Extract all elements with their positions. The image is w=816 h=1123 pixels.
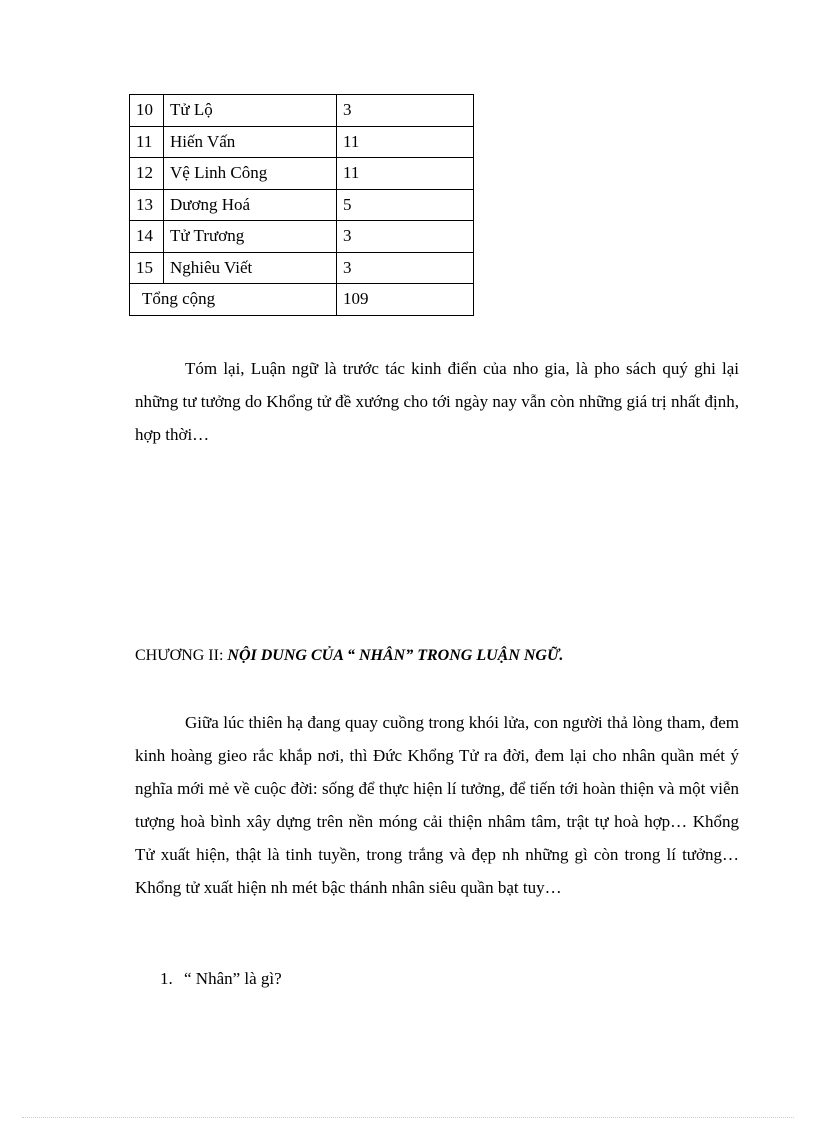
list-item <box>160 969 282 989</box>
total-label: Tổng cộng <box>130 284 337 316</box>
chapter-heading <box>135 647 563 665</box>
table-row <box>130 221 474 253</box>
body-paragraph: Giữa lúc thiên hạ đang quay cuồng trong khói lửa, con người thả lòng tham, đem kinh hoàng gieo rắc khắp nơi, thì Đức Khổng Tử ra đời, đem lại cho nhân quần mét ý nghĩa mới mẻ về cuộc đời: sống để thực hiện lí tưởng, để tiến tới hoàn thiện và một viễn tượng hoà bình xây dựng trên nền móng cải thiện nhâm tâm, trật tự hoà hợp… Khổng Tử xuất hiện, thật là tinh tuyền, trong trắng và đẹp nh những gì còn trong lí tưởng… Khổng tử xuất hiện nh mét bậc thánh nhân siêu quần bạt tuy… <box>135 713 739 897</box>
row-name: Nghiêu Viết <box>164 252 337 284</box>
row-number: 13 <box>130 189 164 221</box>
row-count: 5 <box>337 189 474 221</box>
chapter-prefix: CHƯƠNG II: <box>135 647 228 664</box>
row-number: 12 <box>130 158 164 190</box>
summary-paragraph: Tóm lại, Luận ngữ là trước tác kinh điển của nho gia, là pho sách quý ghi lại những tư tưởng do Khổng tử đề xướng cho tới ngày nay vẫn còn những giá trị nhất định, hợp thời… <box>135 359 739 444</box>
table-row <box>130 158 474 190</box>
row-number: 15 <box>130 252 164 284</box>
row-name: Dương Hoá <box>164 189 337 221</box>
list-item-text: “ Nhân” là gì? <box>184 969 282 988</box>
row-count: 11 <box>337 158 474 190</box>
total-row <box>130 284 474 316</box>
row-number: 14 <box>130 221 164 253</box>
row-name: Tử Lộ <box>164 95 337 127</box>
table-row <box>130 252 474 284</box>
table-row <box>130 126 474 158</box>
row-name: Hiến Vấn <box>164 126 337 158</box>
row-number: 10 <box>130 95 164 127</box>
table-row <box>130 95 474 127</box>
row-count: 3 <box>337 95 474 127</box>
row-count: 3 <box>337 252 474 284</box>
row-name: Tử Trương <box>164 221 337 253</box>
row-count: 3 <box>337 221 474 253</box>
chapter-title: NỘI DUNG CỦA “ NHÂN” TRONG LUẬN NGỮ. <box>227 647 564 664</box>
table-row <box>130 189 474 221</box>
page-footer-divider <box>22 1117 794 1118</box>
disciples-table <box>129 94 474 316</box>
total-value: 109 <box>337 284 474 316</box>
row-name: Vệ Linh Công <box>164 158 337 190</box>
list-item-number: 1. <box>160 969 173 988</box>
row-count: 11 <box>337 126 474 158</box>
row-number: 11 <box>130 126 164 158</box>
